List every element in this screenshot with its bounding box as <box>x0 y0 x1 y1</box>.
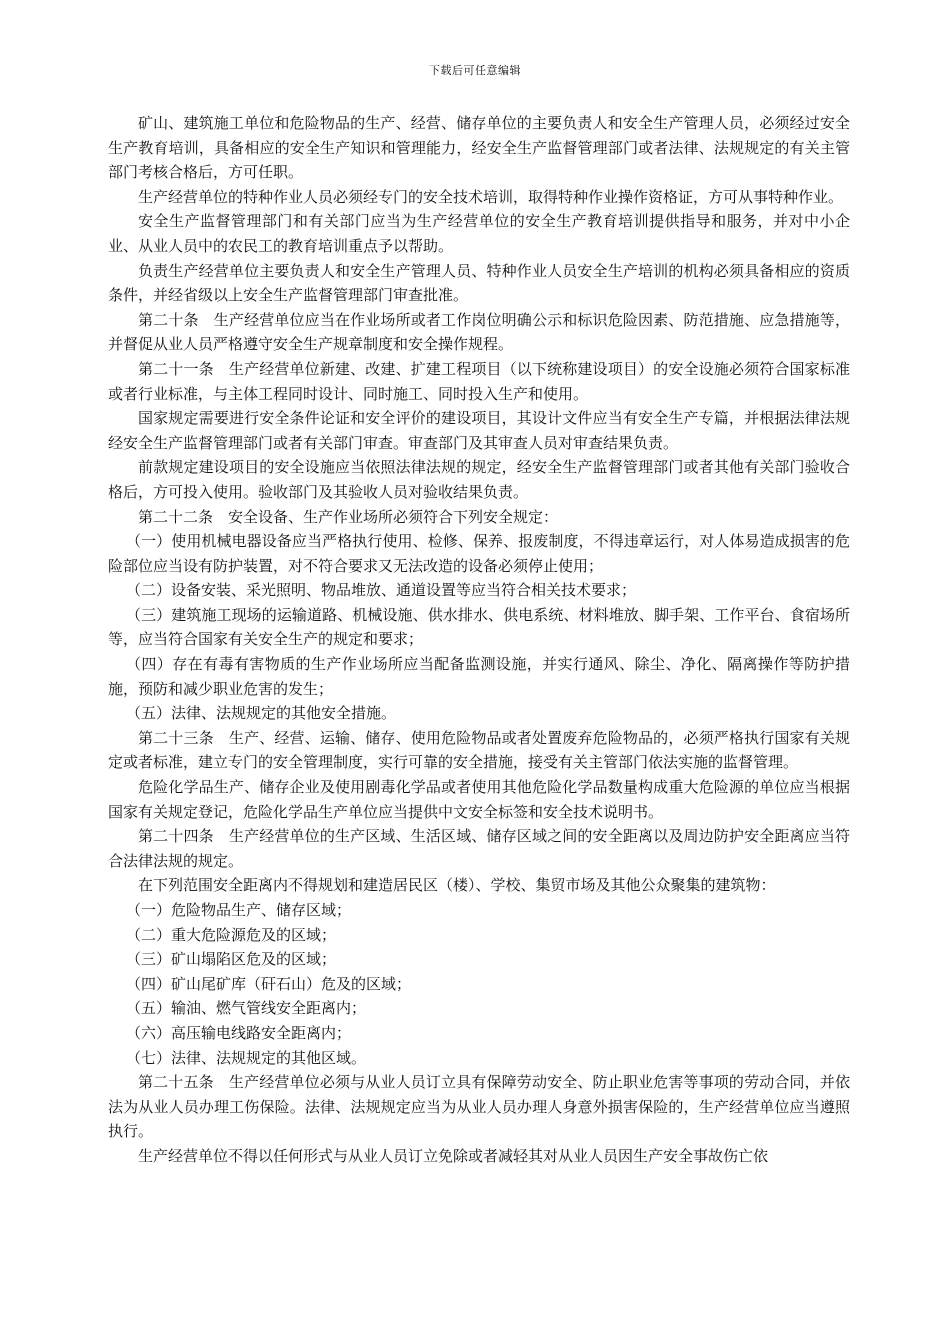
page-header: 下载后可任意编辑 <box>429 64 521 77</box>
article-25: 第二十五条 生产经营单位必须与从业人员订立具有保障劳动安全、防止职业危害等事项的劳动合同，并依法为从业人员办理工伤保险。法律、法规规定应当为从业人员办理人身意外损害保险的，生产经营单位应当遵照执行。 <box>108 1073 850 1141</box>
list-item: （二）设备安装、采光照明、物品堆放、通道设置等应当符合相关技术要求； <box>126 581 637 600</box>
list-item: （七）法律、法规规定的其他区域。 <box>126 1048 367 1067</box>
article-21: 第二十一条 生产经营单位新建、改建、扩建工程项目（以下统称建设项目）的安全设施必须符合国家标准或者行业标准，与主体工程同时设计、同时施工、同时投入生产和使用。 <box>108 359 850 403</box>
list-item: （四）存在有毒有害物质的生产作业场所应当配备监测设施，并实行通风、除尘、净化、隔离操作等防护措施，预防和减少职业危害的发生； <box>108 655 850 698</box>
paragraph: 安全生产监督管理部门和有关部门应当为生产经营单位的安全生产教育培训提供指导和服务，并对中小企业、从业人员中的农民工的教育培训重点予以帮助。 <box>108 212 850 255</box>
list-item: （四）矿山尾矿库（矸石山）危及的区域； <box>126 974 412 993</box>
list-item: （一）危险物品生产、储存区域； <box>126 901 352 919</box>
paragraph: 负责生产经营单位主要负责人和安全生产管理人员、特种作业人员安全生产培训的机构必须具备相应的资质条件，并经省级以上安全生产监督管理部门审查批准。 <box>108 261 850 305</box>
article-20: 第二十条 生产经营单位应当在作业场所或者工作岗位明确公示和标识危险因素、防范措施、应急措施等，并督促从业人员严格遵守安全生产规章制度和安全操作规程。 <box>108 310 850 354</box>
list-item: （三）矿山塌陷区危及的区域； <box>126 950 337 969</box>
paragraph: 生产经营单位不得以任何形式与从业人员订立免除或者减轻其对从业人员因生产安全事故伤亡依 <box>138 1146 769 1165</box>
list-item: （三）建筑施工现场的运输道路、机械设施、供水排水、供电系统、材料堆放、脚手架、工作平台、食宿场所等，应当符合国家有关安全生产的规定和要求； <box>108 605 850 649</box>
paragraph: 危险化学品生产、储存企业及使用剧毒化学品或者使用其他危险化学品数量构成重大危险源的单位应当根据国家有关规定登记，危险化学品生产单位应当提供中文安全标签和安全技术说明书。 <box>108 778 850 821</box>
paragraph: 矿山、建筑施工单位和危险物品的生产、经营、储存单位的主要负责人和安全生产管理人员，必须经过安全生产教育培训，具备相应的安全生产知识和管理能力，经安全生产监督管理部门或者法律、法规规定的有关主管部门考核合格后，方可任职。 <box>108 114 850 182</box>
article-23: 第二十三条 生产、经营、运输、储存、使用危险物品或者处置废弃危险物品的，必须严格执行国家有关规定或者标准，建立专门的安全管理制度，实行可靠的安全措施，接受有关主管部门依法实施的监督管理。 <box>108 728 850 772</box>
article-22: 第二十二条 安全设备、生产作业场所必须符合下列安全规定： <box>138 507 559 526</box>
list-item: （二）重大危险源危及的区域； <box>126 925 337 944</box>
list-item: （五）输油、燃气管线安全距离内； <box>126 999 367 1018</box>
article-24: 第二十四条 生产经营单位的生产区域、生活区域、储存区域之间的安全距离以及周边防护安全距离应当符合法律法规的规定。 <box>108 827 850 870</box>
paragraph: 生产经营单位的特种作业人员必须经专门的安全技术培训，取得特种作业操作资格证，方可从事特种作业。 <box>138 187 844 206</box>
paragraph: 国家规定需要进行安全条件论证和安全评价的建设项目，其设计文件应当有安全生产专篇，并根据法律法规经安全生产监督管理部门或者有关部门审查。审查部门及其审查人员对审查结果负责。 <box>108 409 850 452</box>
list-item: （一）使用机械电器设备应当严格执行使用、检修、保养、报废制度，不得违章运行，对人体易造成损害的危险部位应当设有防护装置，对不符合要求又无法改造的设备必须停止使用； <box>108 532 850 575</box>
document-body <box>108 111 850 1169</box>
list-item: （五）法律、法规规定的其他安全措施。 <box>126 704 397 723</box>
paragraph: 前款规定建设项目的安全设施应当依照法律法规的规定，经安全生产监督管理部门或者其他有关部门验收合格后，方可投入使用。验收部门及其验收人员对验收结果负责。 <box>108 458 850 501</box>
list-item: （六）高压输电线路安全距离内； <box>126 1023 352 1042</box>
paragraph: 在下列范围安全距离内不得规划和建造居民区（楼）、学校、集贸市场及其他公众聚集的建筑物： <box>138 876 776 895</box>
